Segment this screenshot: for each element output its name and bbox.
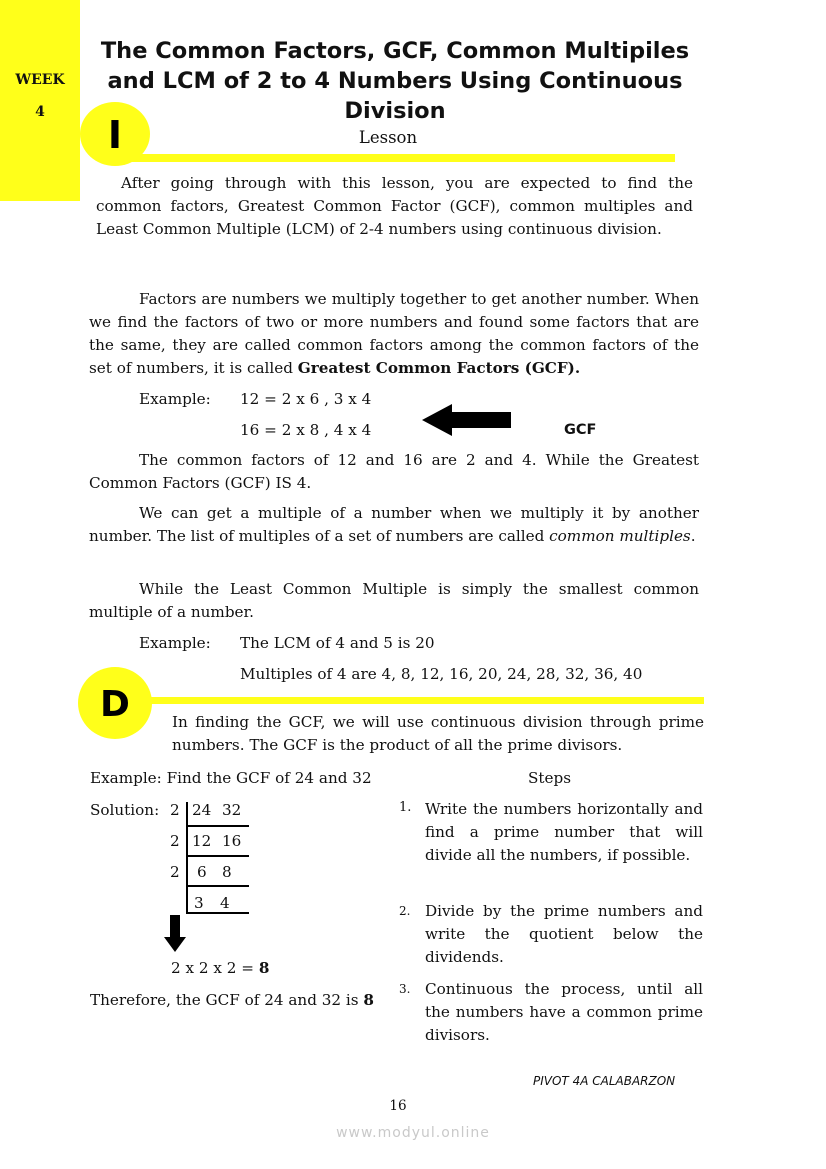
multiples-text: We can get a multiple of a number when we multiply it by another number. The list of multiples of a set of numbers are called: [89, 504, 699, 545]
intro-paragraph: After going through with this lesson, you are expected to find the common factors, Greatest Common Factor (GCF), common multiples and Least Common Multiple (LCM) of 2-4 numbers using continuous division.: [96, 174, 693, 238]
week-number: 4: [35, 104, 45, 120]
step-item: [399, 978, 705, 1050]
division-dividend: 6: [197, 863, 207, 881]
step-item: [399, 798, 705, 890]
division-line: [186, 912, 249, 914]
step-item: [399, 900, 705, 972]
example1-line1: 12 = 2 x 6 , 3 x 4: [240, 390, 372, 408]
step-number: 2.: [399, 904, 411, 918]
lcm-paragraph: While the Least Common Multiple is simply the smallest common multiple of a number.: [89, 580, 699, 621]
division-divisor: 2: [170, 801, 180, 819]
week-label: WEEK: [15, 72, 65, 88]
division-line: [186, 855, 249, 857]
solution-label: Solution:: [90, 801, 160, 819]
common-multiples-term: common multiples: [549, 527, 691, 545]
gcf-label: GCF: [564, 422, 597, 438]
footer-publisher: PIVOT 4A CALABARZON: [533, 1074, 676, 1088]
division-dividend: 24: [192, 801, 212, 819]
step-number: 3.: [399, 982, 411, 996]
conclusion-line: [90, 989, 374, 1012]
factors-text: Factors are numbers we multiply together to get another number. When we find the factors of two or more numbers and found some factors that are the same, they are called common factors among the common factors of the set of numbers, it is called: [89, 290, 699, 377]
section-d-bar: [130, 697, 704, 704]
division-quotient: 4: [220, 894, 230, 912]
product-result: 8: [258, 959, 270, 977]
steps-title: Steps: [528, 769, 572, 787]
step-text: Write the numbers horizontally and find a prime number that will divide all the numbers, if possible.: [425, 800, 703, 864]
division-divisor: 2: [170, 832, 180, 850]
example1-label: Example:: [139, 390, 211, 408]
step-number: 1.: [399, 800, 412, 815]
section-i-subtitle: Lesson: [358, 128, 418, 147]
section-d-badge: D: [78, 667, 152, 739]
watermark: www.modyul.online: [336, 1125, 490, 1141]
product-line: [171, 957, 269, 980]
step-text: Divide by the prime numbers and write the quotient below the dividends.: [425, 902, 703, 966]
division-line: [186, 825, 249, 827]
down-arrow-icon: [164, 915, 186, 953]
week-tab: [0, 0, 80, 201]
page-number: 16: [389, 1098, 407, 1114]
multiples-paragraph: [89, 502, 699, 548]
page-title: The Common Factors, GCF, Common Multipiles and LCM of 2 to 4 Numbers Using Continuous Division: [100, 38, 690, 124]
example3-title: Example: Find the GCF of 24 and 32: [90, 769, 372, 787]
example2-line1: The LCM of 4 and 5 is 20: [240, 634, 435, 652]
gcf-term: Greatest Common Factors (GCF).: [297, 359, 581, 377]
common-factors-paragraph: The common factors of 12 and 16 are 2 and 4. While the Greatest Common Factors (GCF) IS 4.: [89, 451, 699, 492]
example2-label: Example:: [139, 634, 211, 652]
conclusion-text: Therefore, the GCF of 24 and 32 is: [90, 991, 364, 1009]
product-expression: 2 x 2 x 2 =: [171, 959, 259, 977]
division-line: [186, 885, 249, 887]
division-vertical-line: [186, 802, 188, 914]
step-text: Continuous the process, until all the numbers have a common prime divisors.: [425, 980, 703, 1044]
section-i-badge: I: [80, 102, 150, 166]
multiples-end: .: [690, 527, 696, 545]
section-i-bar: [130, 154, 675, 162]
section-d-paragraph: In finding the GCF, we will use continuous division through prime numbers. The GCF is the product of all the prime divisors.: [172, 713, 704, 754]
division-dividend: 32: [222, 801, 242, 819]
division-dividend: 12: [192, 832, 212, 850]
conclusion-result: 8: [363, 991, 374, 1009]
left-arrow-icon: [422, 404, 512, 436]
example1-line2: 16 = 2 x 8 , 4 x 4: [240, 421, 372, 439]
example2-line2: Multiples of 4 are 4, 8, 12, 16, 20, 24, 28, 32, 36, 40: [240, 665, 643, 683]
division-dividend: 8: [222, 863, 232, 881]
factors-paragraph: [89, 288, 699, 380]
division-divisor: 2: [170, 863, 180, 881]
division-quotient: 3: [194, 894, 204, 912]
division-dividend: 16: [222, 832, 242, 850]
